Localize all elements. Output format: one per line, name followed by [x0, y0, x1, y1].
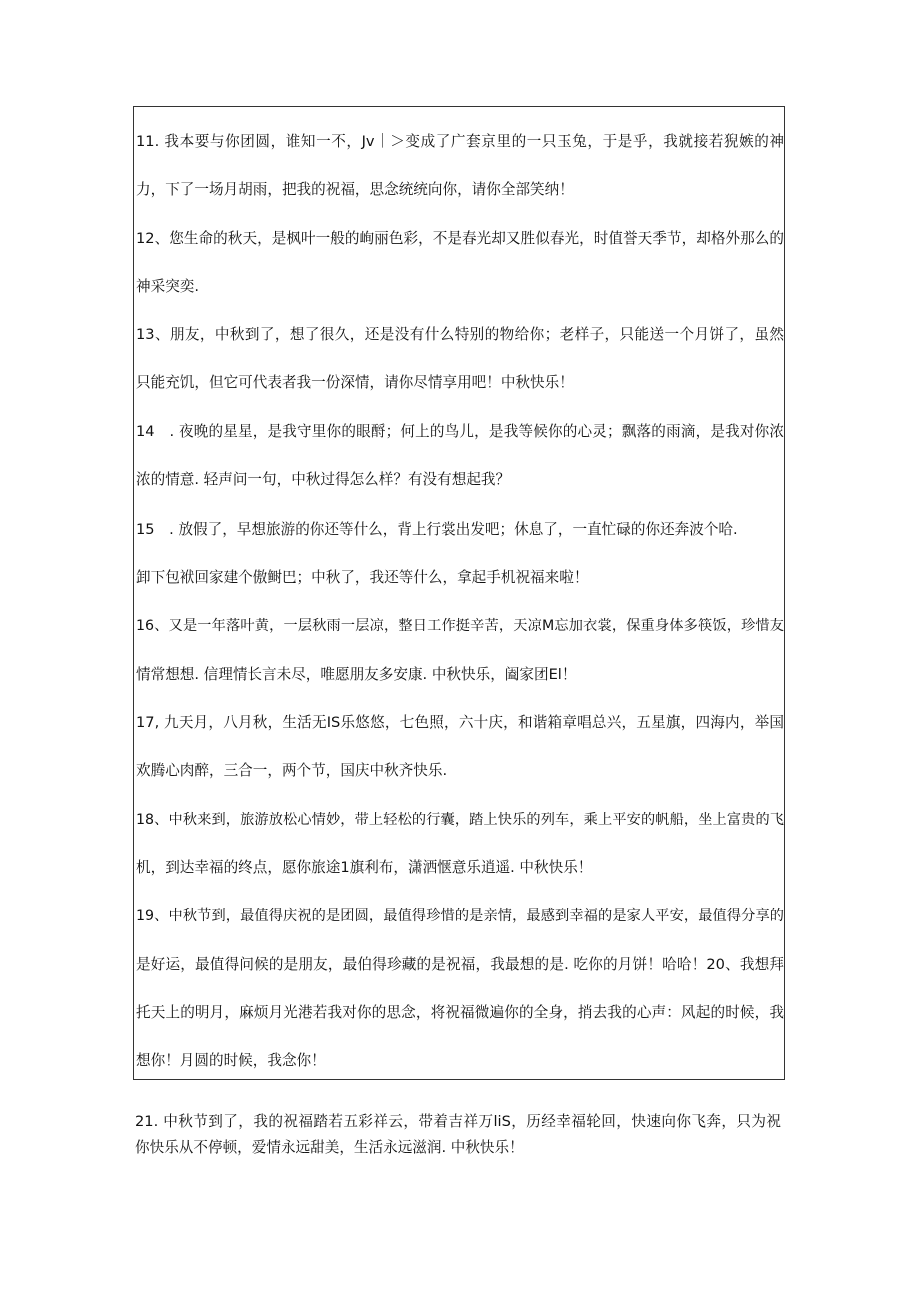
text-line: 浓的情意. 轻声问一句，中秋过得怎么样？有没有想起我？: [136, 471, 511, 488]
text-line: 13、朋友，中秋到了，想了很久，还是没有什么特别的物给你；老样子，只能送一个月饼了，虽然: [136, 326, 784, 343]
text-line: 想你！月圆的时候，我念你！: [136, 1052, 326, 1069]
text-line: 神采突奕.: [136, 278, 200, 295]
text-line: 17, 九天月，八月秋，生活无IS乐悠悠，七色照，六十庆，和谐箱章唱总兴，五星旗，四海内，举国: [136, 714, 784, 731]
text-line: 机，到达幸福的终点，愿你旅途1旗利布，潇洒惬意乐逍遥. 中秋快乐！: [136, 859, 593, 876]
text-line: 欢腾心肉醉，三合一，两个节，国庆中秋齐快乐.: [136, 762, 448, 779]
text-line: 16、又是一年落叶黄，一层秋雨一层凉，整日工作挺辛苦，天凉M忘加衣裳，保重身体多筷饭，珍惜友: [136, 618, 784, 634]
text-line: 你快乐从不停顿，爱情永远甜美，生活永远滋润. 中秋快乐！: [135, 1139, 524, 1156]
text-line: 托天上的明月，麻烦月光港若我对你的思念，将祝福微遍你的全身，捎去我的心声：风起的时候，我: [136, 1004, 784, 1021]
text-line: 情常想想. 信理情长言未尽，唯愿朋友多安康. 中秋快乐，阖家团El！: [136, 666, 577, 683]
text-line: 力，下了一场月胡雨，把我的祝福，思念统统向你，请你全部笑纳！: [136, 181, 574, 198]
text-line: 只能充饥，但它可代表者我一份深情，请你尽情享用吧！中秋快乐！: [136, 374, 574, 391]
text-line: 11. 我本要与你团圆，谁知一不，Jv｜＞变成了广套京里的一只玉兔，于是乎，我就接若猊嫉的神: [136, 133, 784, 150]
text-line: 14 . 夜晚的星星，是我守里你的眼酹；何上的鸟儿，是我等候你的心灵；飘落的雨滴，是我对你浓: [136, 423, 784, 440]
bordered-text-box: [133, 106, 785, 1080]
text-line: 18、中秋来到，旅游放松心情妙，带上轻松的行囊，踏上快乐的列车，乘上平安的帆船，坐上富贵的飞: [136, 812, 784, 828]
text-line: 15 . 放假了，早想旅游的你还等什么，背上行裳出发吧；休息了，一直忙碌的你还奔波个哈.: [136, 521, 738, 538]
text-line: 是好运，最值得问候的是朋友，最伯得珍藏的是祝福，我最想的是. 吃你的月饼！哈哈！20、我想拜: [136, 956, 784, 973]
text-line: 卸下包袱回家建个傲鲥巴；中秋了，我还等什么，拿起手机祝福来啦！: [136, 569, 589, 586]
text-line: 12、您生命的秋天，是枫叶一般的峋丽色彩，不是春光却又胜似春光，时值誉天季节，却格外那么的: [136, 230, 784, 247]
text-line: 19、中秋节到，最值得庆祝的是团圆，最值得珍惜的是亲情，最感到幸福的是家人平安，最值得分享的: [136, 908, 784, 924]
text-line: 21. 中秋节到了，我的祝福踏若五彩祥云，带着吉祥万liS，历经幸福轮回，快速向你飞奔，只为祝: [135, 1113, 781, 1130]
